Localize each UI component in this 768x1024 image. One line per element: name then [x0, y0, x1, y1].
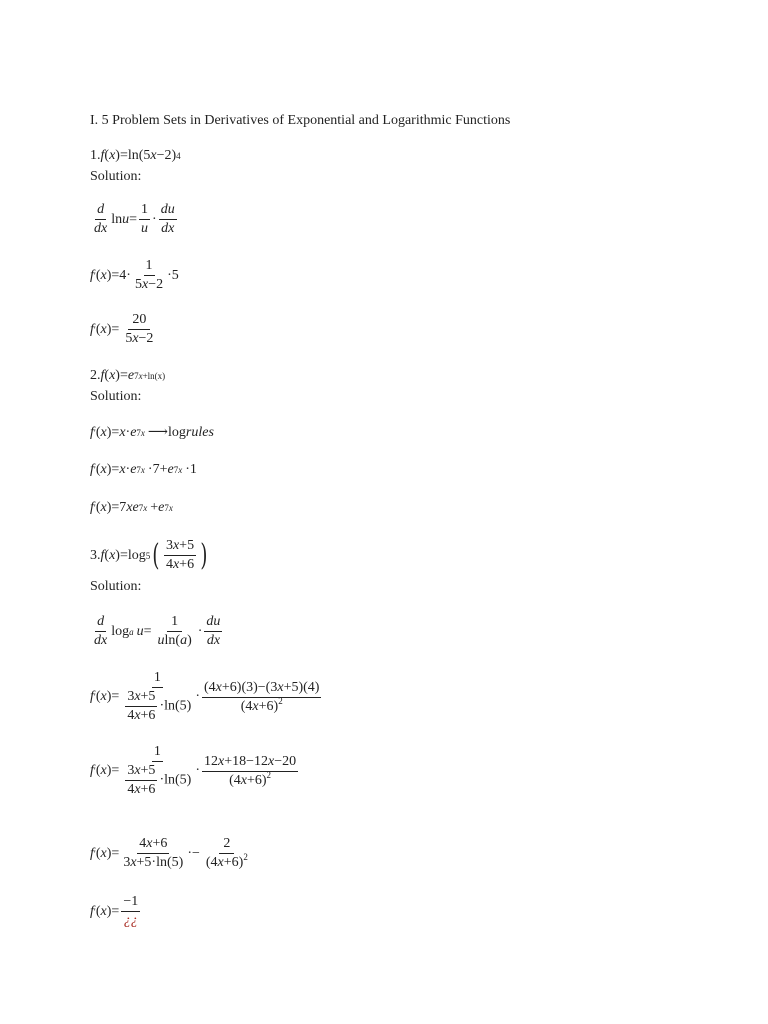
- problem-2-solution-label: Solution:: [90, 389, 142, 404]
- problem-3-number: 3.: [90, 547, 101, 563]
- problem-2-number: 2.: [90, 368, 101, 383]
- problem-3-step-2: f ′ ( x )= 1 $\frac{3x+5}{4x+6}$ ·ln(5) · $\frac{12x+18-12x-20}{(4x+6)^2}$: [90, 744, 297, 797]
- final-numerator: −1: [121, 894, 140, 912]
- problem-3-step-3: f ′ ( x )= $\frac{4x+6}{3x+5\cdot\ln(5)}$ ·− $\frac{2}{(4x+6)^2}$: [90, 836, 248, 870]
- problem-1-solution-label: Solution:: [90, 169, 142, 184]
- problem-2-step-1: f ′ ( x )= x · e 7x ⟶log rules: [90, 424, 214, 440]
- problem-3-step-4: f ′ ( x )= $\frac{-1}{¿¿}$: [90, 894, 139, 928]
- problem-3-statement: 3. f ( x )=log 5 ( $\frac{3x+5}{4x+6}$ ): [90, 537, 208, 573]
- problem-1-step-1: f ′ ( x )=4· $\frac{1}{5x-2}$ ·5: [90, 258, 179, 292]
- problem-1-statement: 1. f ( x )=ln(5 x −2) 4: [90, 148, 181, 163]
- problem-1-number: 1.: [90, 148, 101, 163]
- page-heading: I. 5 Problem Sets in Derivatives of Exponential and Logarithmic Functions: [90, 113, 511, 128]
- problem-2-step-2: f ′ ( x )= x · e 7x ·7+ e 7x ·1: [90, 462, 197, 477]
- problem-2-statement: 2. f ( x )= e 7x+ln(x): [90, 368, 166, 383]
- problem-2-step-3: f ′ ( x )=7 x e 7x + e 7x: [90, 500, 173, 515]
- final-denominator-error: ¿¿: [123, 913, 138, 928]
- problem-1-step-2: f ′ ( x )= $\frac{20}{5x-2}$: [90, 312, 154, 346]
- problem-3-rule: $\frac{d}{dx}$ log a u = $\frac{1}{uln(a)}$ · $\frac{du}{dx}$: [94, 614, 221, 648]
- problem-1-rule: $\frac{d}{dx}$ ln u = $\frac{1}{u}$ · $\frac{du}{dx}$: [94, 202, 175, 236]
- problem-3-step-1: f ′ ( x )= 1 $\frac{3x+5}{4x+6}$ ·ln(5) · $\frac{(4x+6)(3)-(3x+5)(4)}{(4x+6)^2}$: [90, 670, 320, 723]
- problem-3-solution-label: Solution:: [90, 579, 142, 594]
